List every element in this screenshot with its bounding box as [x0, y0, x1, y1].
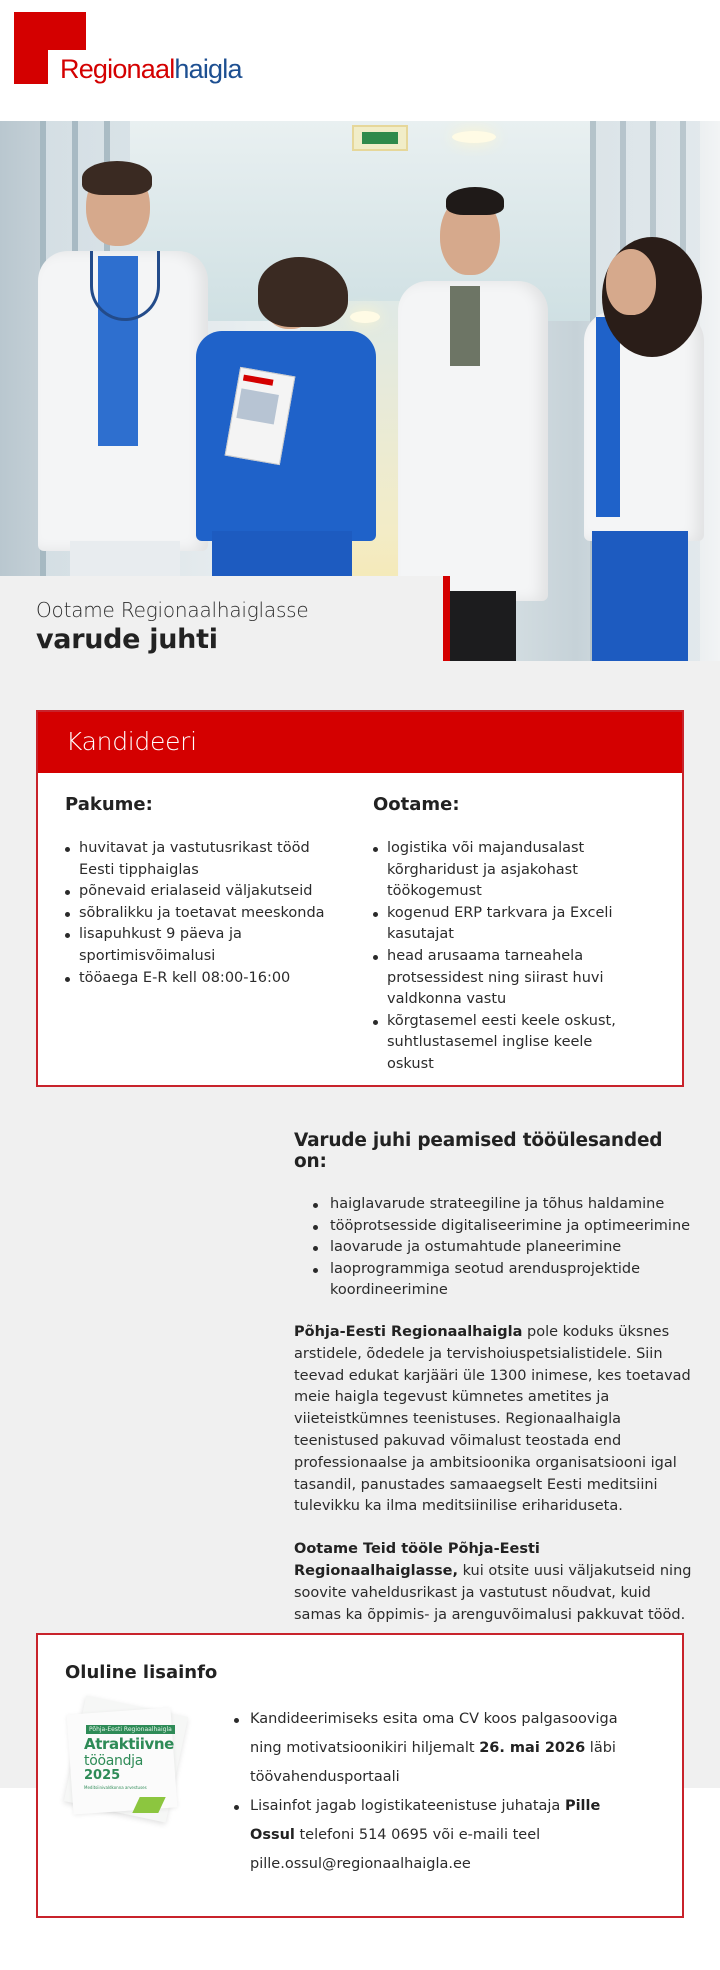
page-title: varude juhti [36, 624, 218, 655]
list-item: Kandideerimiseks esita oma CV koos palgasooviga ning motivatsioonikiri hiljemalt 26. mai 2026 läbi töövahendusportaali [250, 1705, 650, 1792]
list-item: head arusaama tarneahela protsessidest ning siirast huvi valdkonna vastu [373, 946, 643, 1011]
duties-title: Varude juhi peamised tööülesanded on: [294, 1130, 663, 1172]
apply-button-label: Kandideeri [66, 727, 197, 756]
list-item: põnevaid erialaseid väljakutseid [65, 881, 345, 903]
list-item: tööprotsesside digitaliseerimine ja optimeerimine [330, 1216, 694, 1238]
apply-button[interactable] [38, 712, 682, 773]
list-item: laovarude ja ostumahtude planeerimine [330, 1237, 694, 1259]
invitation-paragraph: Ootame Teid tööle Põhja-Eesti Regionaalhaiglasse, kui otsite uusi väljakutseid ning soovite vaheldusrikast ja vastutust nõudvat, kuid samas ka õppimis- ja arenguvõimalusi pakkuvat tööd. [294, 1541, 692, 1623]
logo-wordmark: Regionaalhaigla [60, 54, 242, 84]
list-item: huvitavat ja vastutusrikast tööd Eesti tipphaiglas [65, 838, 345, 881]
attractive-employer-badge: Põhja-Eesti Regionaalhaigla Atraktiivne tööandja 2025 Meditsiinivaldkonna arvestuses [66, 1705, 186, 1815]
info-box [36, 1633, 684, 1918]
regionaalhaigla-logo[interactable] [14, 12, 244, 92]
apply-box [36, 710, 684, 1087]
list-item: laoprogrammiga seotud arendusprojektide koordineerimine [330, 1259, 694, 1302]
contact-email-link[interactable]: pille.ossul@regionaalhaigla.ee [250, 1856, 471, 1872]
expect-title: Ootame: [373, 794, 460, 815]
list-item: tööaega E-R kell 08:00-16:00 [65, 968, 345, 990]
duties-list [330, 1194, 694, 1302]
offer-list [65, 838, 345, 989]
exit-sign-icon [352, 125, 408, 151]
expect-list [373, 838, 643, 1076]
list-item: logistika või majandusalast kõrgharidust ja asjakohast töökogemust [373, 838, 643, 903]
duties-section [294, 1130, 694, 1626]
list-item: Lisainfot jagab logistikateenistuse juhataja Pille Ossul telefoni 514 0695 või e-maili teel pille.ossul@regionaalhaigla.ee [250, 1792, 650, 1879]
list-item: kõrgtasemel eesti keele oskust, suhtlustasemel inglise keele oskust [373, 1011, 643, 1076]
list-item: kogenud ERP tarkvara ja Exceli kasutajat [373, 903, 643, 946]
about-paragraph: Põhja-Eesti Regionaalhaigla pole koduks üksnes arstidele, õdedele ja tervishoiuspetsialistidele. Siin teevad edukat karjääri üle 1300 inimese, kes toetavad meie haigla tegevust kümnetes ametites ja viieteistkümnes teenistuses. Regionaalhaigla teenistused pakuvad võimalust teostada end professionaalse ja ambitsioonika organisatsiooni igal tasandil, panustades samaaegselt Eesti meditsiini tulevikku ka ilma meditsiinilise erihariduseta. [294, 1323, 691, 1515]
list-item: sõbralikku ja toetavat meeskonda [65, 903, 345, 925]
info-list [250, 1705, 650, 1879]
title-accent-bar [443, 576, 450, 661]
page-subtitle: Ootame Regionaalhaiglasse [36, 598, 309, 622]
list-item: lisapuhkust 9 päeva ja sportimisvõimalusi [65, 924, 345, 967]
offer-title: Pakume: [65, 794, 153, 815]
info-title: Oluline lisainfo [65, 1662, 218, 1683]
header [0, 0, 720, 121]
list-item: haiglavarude strateegiline ja tõhus haldamine [330, 1194, 694, 1216]
